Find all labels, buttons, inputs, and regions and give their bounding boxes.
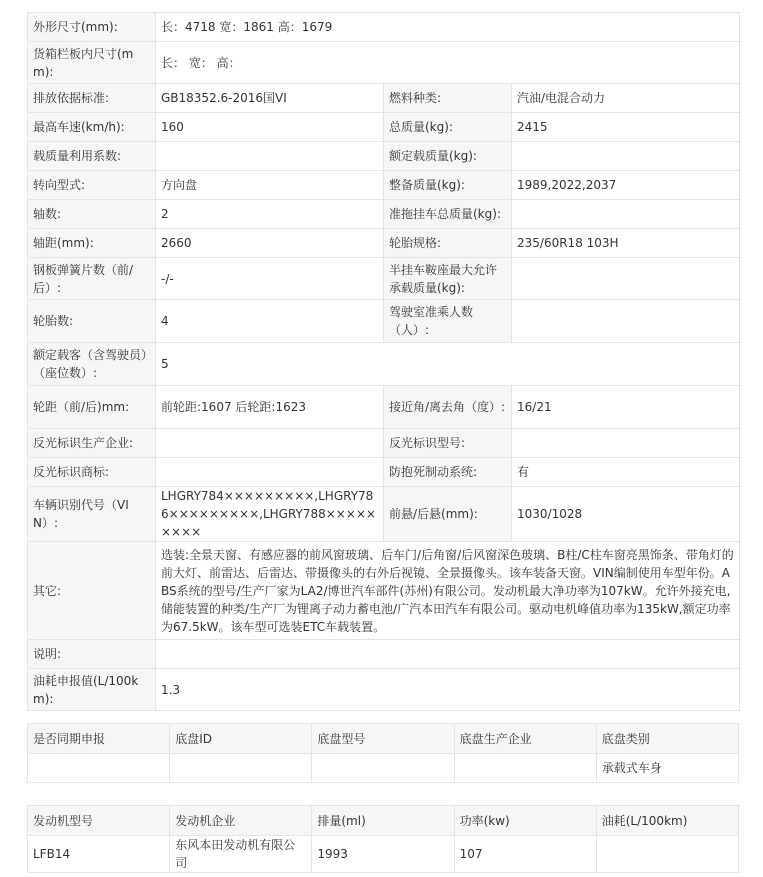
wheelbase-value: 2660 (156, 229, 384, 258)
note-label: 说明: (28, 640, 156, 669)
saddle-load-value (512, 258, 740, 300)
abs-value: 有 (512, 458, 740, 487)
fuel-cons-label: 油耗申报值(L/100km): (28, 669, 156, 711)
chassis-header-cell: 底盘生产企业 (454, 724, 596, 754)
spec-row (28, 429, 740, 458)
chassis-row (28, 754, 739, 783)
spec-row-dimensions (28, 13, 740, 42)
reflect-maker-value (156, 429, 384, 458)
spec-row (28, 386, 740, 429)
other-value: 选装:全景天窗、有感应器的前风窗玻璃、后车门/后角窗/后风窗深色玻璃、B柱/C柱车窗亮黑饰条、带角灯的前大灯、前雷达、后雷达、带摄像头的右外后视镜、全景摄像头。该车装备天窗。VIN编制使用车型年份。ABS系统的型号/生产厂家为LA2/博世汽车部件(苏州)有限公司。发动机最大净功率为107kW。允许外接充电,储能装置的种类/生产厂为锂离子动力蓄电池/广汽本田汽车有限公司。驱动电机峰值功率为135kW,额定功率为67.5kW。该车型可选装ETC车载装置。 (156, 542, 740, 640)
spec-row (28, 458, 740, 487)
reflect-model-label: 反光标识型号: (384, 429, 512, 458)
cargo-box-value: 长： 宽： 高： (156, 42, 740, 84)
vin-label: 车辆识别代号（VIN）: (28, 487, 156, 542)
chassis-header-cell: 底盘类别 (596, 724, 738, 754)
spec-row (28, 142, 740, 171)
engine-header-cell: 发动机企业 (170, 806, 312, 836)
engine-header-cell: 功率(kw) (454, 806, 596, 836)
spec-row (28, 84, 740, 113)
engine-header-row (28, 806, 739, 836)
engine-header-cell: 排量(ml) (312, 806, 454, 836)
rated-load-value (512, 142, 740, 171)
tow-mass-label: 准拖挂车总质量(kg): (384, 200, 512, 229)
engine-cell: 东风本田发动机有限公司 (170, 836, 312, 873)
cargo-box-label: 货箱栏板内尺寸(mm): (28, 42, 156, 84)
engine-cell: 107 (454, 836, 596, 873)
leaf-springs-label: 钢板弹簧片数（前/后）: (28, 258, 156, 300)
chassis-cell (312, 754, 454, 783)
spec-row-cargo-box (28, 42, 740, 84)
abs-label: 防抱死制动系统: (384, 458, 512, 487)
spec-row-note (28, 640, 740, 669)
spec-row (28, 258, 740, 300)
spec-row (28, 487, 740, 542)
fuel-type-label: 燃料种类: (384, 84, 512, 113)
total-mass-value: 2415 (512, 113, 740, 142)
chassis-table (27, 723, 739, 783)
load-util-value (156, 142, 384, 171)
engine-cell (596, 836, 738, 873)
curb-mass-value: 1989,2022,2037 (512, 171, 740, 200)
emission-std-label: 排放依据标准: (28, 84, 156, 113)
chassis-header-cell: 底盘ID (170, 724, 312, 754)
vin-value: LHGRY784×××××××××,LHGRY786×××××××××,LHGRY788××××××××× (156, 487, 384, 542)
spec-row (28, 300, 740, 343)
overhang-label: 前悬/后悬(mm): (384, 487, 512, 542)
chassis-header-row (28, 724, 739, 754)
chassis-header-cell: 底盘型号 (312, 724, 454, 754)
spec-row-other (28, 542, 740, 640)
angles-label: 接近角/离去角（度）: (384, 386, 512, 429)
curb-mass-label: 整备质量(kg): (384, 171, 512, 200)
reflect-model-value (512, 429, 740, 458)
cab-seats-label: 驾驶室准乘人数（人）: (384, 300, 512, 343)
tow-mass-value (512, 200, 740, 229)
chassis-cell (170, 754, 312, 783)
track-value: 前轮距:1607 后轮距:1623 (156, 386, 384, 429)
axles-label: 轴数: (28, 200, 156, 229)
engine-table (27, 805, 739, 873)
spec-row-rated-pass (28, 343, 740, 386)
spec-row (28, 229, 740, 258)
tire-count-value: 4 (156, 300, 384, 343)
vehicle-spec-table (27, 12, 740, 711)
rated-pass-value: 5 (156, 343, 740, 386)
cab-seats-value (512, 300, 740, 343)
total-mass-label: 总质量(kg): (384, 113, 512, 142)
chassis-cell: 承载式车身 (596, 754, 738, 783)
emission-std-value: GB18352.6-2016国VI (156, 84, 384, 113)
chassis-header-cell: 是否同期申报 (28, 724, 170, 754)
reflect-maker-label: 反光标识生产企业: (28, 429, 156, 458)
fuel-type-value: 汽油/电混合动力 (512, 84, 740, 113)
other-label: 其它: (28, 542, 156, 640)
steering-label: 转向型式: (28, 171, 156, 200)
wheelbase-label: 轴距(mm): (28, 229, 156, 258)
overhang-value: 1030/1028 (512, 487, 740, 542)
spec-row (28, 113, 740, 142)
engine-row (28, 836, 739, 873)
rated-load-label: 额定载质量(kg): (384, 142, 512, 171)
max-speed-label: 最高车速(km/h): (28, 113, 156, 142)
saddle-load-label: 半挂车鞍座最大允许承载质量(kg): (384, 258, 512, 300)
engine-cell: 1993 (312, 836, 454, 873)
engine-header-cell: 油耗(L/100km) (596, 806, 738, 836)
tire-spec-value: 235/60R18 103H (512, 229, 740, 258)
angles-value: 16/21 (512, 386, 740, 429)
spec-row-fuel-cons (28, 669, 740, 711)
engine-cell: LFB14 (28, 836, 170, 873)
reflect-brand-value (156, 458, 384, 487)
spec-row (28, 200, 740, 229)
track-label: 轮距（前/后)mm: (28, 386, 156, 429)
spec-row (28, 171, 740, 200)
chassis-cell (454, 754, 596, 783)
note-value (156, 640, 740, 669)
steering-value: 方向盘 (156, 171, 384, 200)
engine-header-cell: 发动机型号 (28, 806, 170, 836)
tire-spec-label: 轮胎规格: (384, 229, 512, 258)
tire-count-label: 轮胎数: (28, 300, 156, 343)
reflect-brand-label: 反光标识商标: (28, 458, 156, 487)
dimensions-value: 长：4718 宽：1861 高：1679 (156, 13, 740, 42)
load-util-label: 载质量利用系数: (28, 142, 156, 171)
fuel-cons-value: 1.3 (156, 669, 740, 711)
max-speed-value: 160 (156, 113, 384, 142)
leaf-springs-value: -/- (156, 258, 384, 300)
axles-value: 2 (156, 200, 384, 229)
chassis-cell (28, 754, 170, 783)
rated-pass-label: 额定载客（含驾驶员）（座位数）: (28, 343, 156, 386)
dimensions-label: 外形尺寸(mm): (28, 13, 156, 42)
